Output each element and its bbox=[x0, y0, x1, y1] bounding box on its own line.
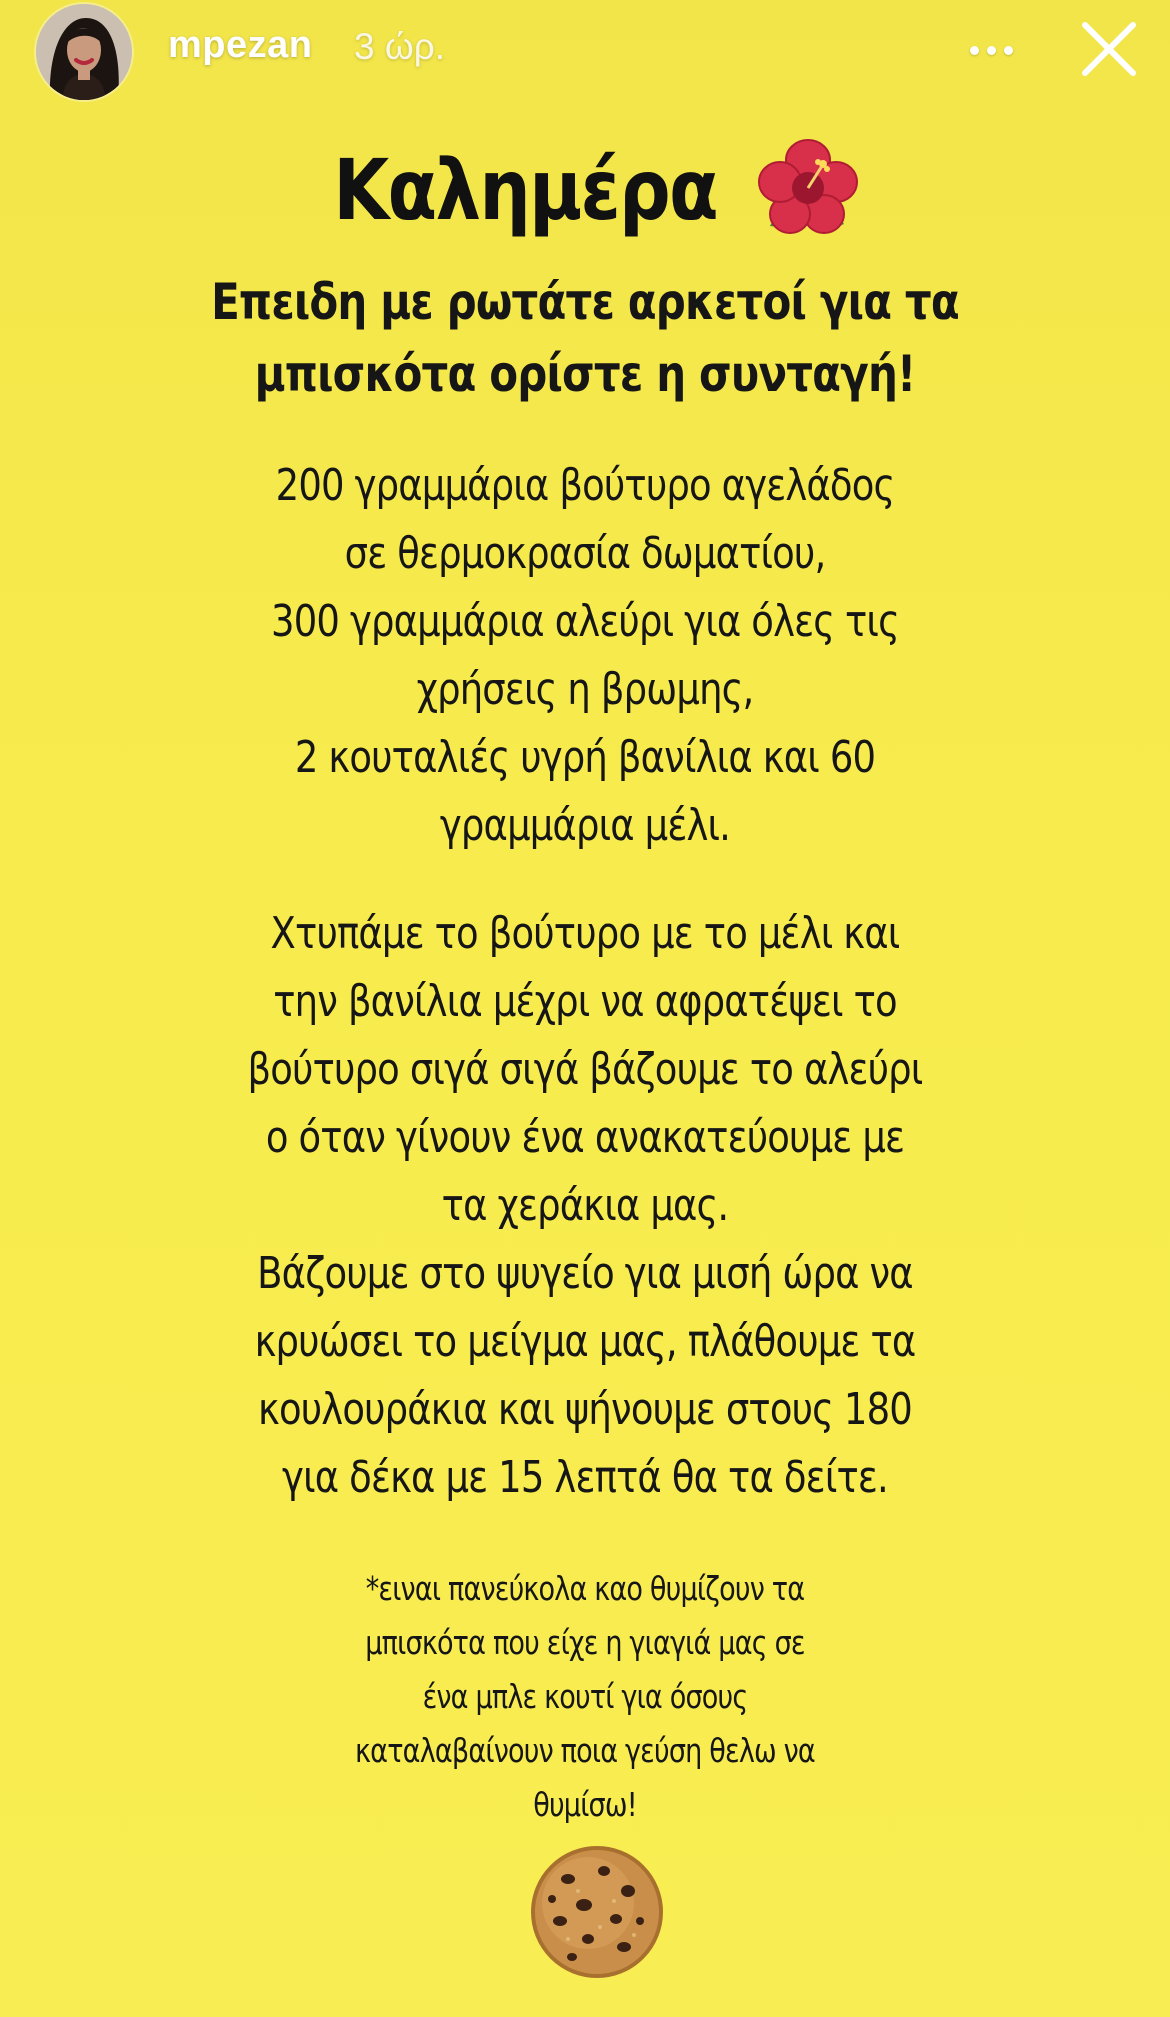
method-line: την βανίλια μέχρι να αφρατέψει το bbox=[273, 976, 897, 1027]
method-line: ο όταν γίνουν ένα ανακατεύουμε με bbox=[265, 1112, 905, 1163]
cookie-emoji-icon bbox=[528, 1843, 666, 1981]
method-line: κουλουράκια και ψήνουμε στους 180 bbox=[258, 1384, 912, 1435]
method-line: για δέκα με 15 λεπτά θα τα δείτε. bbox=[282, 1452, 888, 1503]
method-line: Βάζουμε στο ψυγείο για μισή ώρα να bbox=[257, 1248, 913, 1299]
method-line: Χτυπάμε το βούτυρο με το μέλι και bbox=[270, 908, 900, 959]
close-icon bbox=[1076, 16, 1142, 82]
more-options-button[interactable] bbox=[956, 20, 1026, 80]
ingredient-line: 200 γραμμάρια βούτυρο αγελάδος bbox=[275, 460, 895, 511]
subtitle-line: Επειδη με ρωτάτε αρκετοί για τα bbox=[211, 273, 959, 331]
ingredient-line: 300 γραμμάρια αλεύρι για όλες τις bbox=[271, 596, 899, 647]
note-text bbox=[0, 1562, 1170, 1832]
note-line: ένα μπλε κουτί για όσους bbox=[422, 1677, 748, 1716]
story-header bbox=[0, 0, 1170, 110]
avatar[interactable] bbox=[36, 4, 132, 100]
method-text bbox=[0, 900, 1170, 1512]
close-button[interactable] bbox=[1076, 16, 1142, 82]
ingredient-line: σε θερμοκρασία δωματίου, bbox=[344, 528, 826, 579]
hibiscus-emoji-icon bbox=[748, 130, 868, 250]
story-subtitle bbox=[0, 266, 1170, 410]
story-title: Καλημέρα bbox=[333, 141, 717, 239]
story-title-row bbox=[0, 130, 1170, 250]
note-line: καταλαβαίνουν ποια γεύση θελω να bbox=[355, 1731, 815, 1770]
ingredients-text bbox=[0, 452, 1170, 860]
more-dots-icon bbox=[970, 46, 979, 55]
ingredient-line: 2 κουταλιές υγρή βανίλια και 60 bbox=[294, 732, 876, 783]
ingredient-line: χρήσεις η βρωμης, bbox=[416, 664, 754, 715]
method-line: βούτυρο σιγά σιγά βάζουμε το αλεύρι bbox=[247, 1044, 923, 1095]
subtitle-line: μπισκότα ορίστε η συνταγή! bbox=[254, 345, 916, 403]
story-timestamp: 3 ώρ. bbox=[354, 26, 446, 67]
ingredient-line: γραμμάρια μέλι. bbox=[439, 800, 731, 851]
note-line: *ειναι πανεύκολα καο θυμίζουν τα bbox=[365, 1569, 805, 1608]
note-line: θυμίσω! bbox=[533, 1785, 637, 1824]
note-line: μπισκότα που είχε η γιαγιά μας σε bbox=[365, 1623, 805, 1662]
method-line: κρυώσει το μείγμα μας, πλάθουμε τα bbox=[254, 1316, 916, 1367]
method-line: τα χεράκια μας. bbox=[441, 1180, 729, 1231]
username[interactable]: mpezan bbox=[168, 24, 313, 66]
